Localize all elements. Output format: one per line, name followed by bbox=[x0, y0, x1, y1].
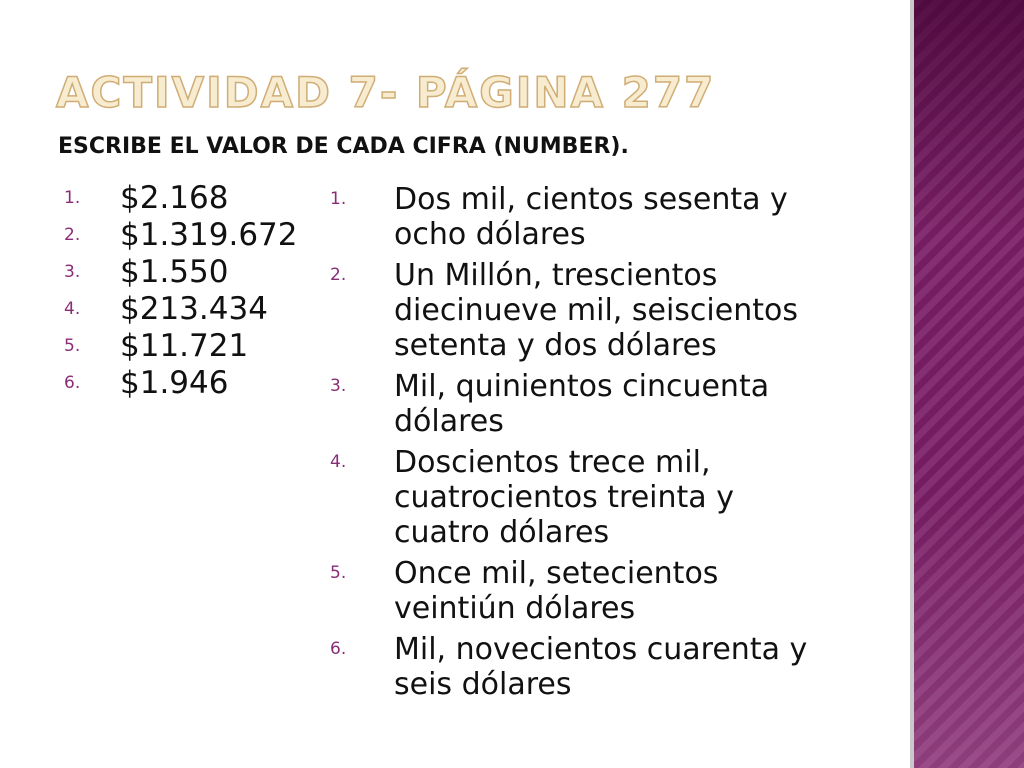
list-marker: 4. bbox=[330, 452, 347, 472]
numbers-list bbox=[64, 180, 298, 402]
list-marker: 4. bbox=[64, 299, 81, 319]
list-marker: 1. bbox=[64, 188, 81, 208]
list-marker: 5. bbox=[64, 336, 81, 356]
list-marker: 2. bbox=[64, 225, 81, 245]
decorative-side-band bbox=[914, 0, 1024, 768]
slide-title: ACTIVIDAD 7- PÁGINA 277 bbox=[56, 68, 716, 117]
words-line: Doscientos trece mil, bbox=[394, 445, 711, 480]
words-line: Un Millón, trescientos bbox=[394, 258, 718, 293]
number-value: $213.434 bbox=[120, 291, 268, 327]
words-list bbox=[330, 182, 890, 708]
side-band-divider bbox=[910, 0, 914, 768]
list-marker: 6. bbox=[330, 639, 347, 659]
words-item bbox=[330, 556, 890, 626]
words-line: veintiún dólares bbox=[394, 591, 636, 626]
number-item bbox=[64, 180, 298, 217]
words-line: Once mil, setecientos bbox=[394, 556, 719, 591]
words-line: cuatrocientos treinta y bbox=[394, 480, 734, 515]
words-line: seis dólares bbox=[394, 667, 572, 702]
words-item bbox=[330, 182, 890, 252]
number-value: $1.550 bbox=[120, 254, 229, 290]
number-value: $1.946 bbox=[120, 365, 229, 401]
number-item bbox=[64, 291, 298, 328]
words-line: setenta y dos dólares bbox=[394, 328, 717, 363]
list-marker: 6. bbox=[64, 373, 81, 393]
words-item bbox=[330, 258, 890, 363]
list-marker: 2. bbox=[330, 265, 347, 285]
words-item bbox=[330, 632, 890, 702]
list-marker: 5. bbox=[330, 563, 347, 583]
words-line: ocho dólares bbox=[394, 217, 586, 252]
words-item bbox=[330, 369, 890, 439]
number-item bbox=[64, 328, 298, 365]
number-value: $2.168 bbox=[120, 180, 229, 216]
number-item bbox=[64, 217, 298, 254]
list-marker: 3. bbox=[330, 376, 347, 396]
number-item bbox=[64, 254, 298, 291]
list-marker: 1. bbox=[330, 189, 347, 209]
number-item bbox=[64, 365, 298, 402]
slide-subtitle: ESCRIBE EL VALOR DE CADA CIFRA (NUMBER). bbox=[58, 134, 629, 159]
number-value: $1.319.672 bbox=[120, 217, 298, 253]
words-line: dólares bbox=[394, 404, 504, 439]
number-value: $11.721 bbox=[120, 328, 249, 364]
words-line: Mil, quinientos cincuenta bbox=[394, 369, 770, 404]
words-line: Dos mil, cientos sesenta y bbox=[394, 182, 788, 217]
list-marker: 3. bbox=[64, 262, 81, 282]
words-item bbox=[330, 445, 890, 550]
words-line: diecinueve mil, seiscientos bbox=[394, 293, 798, 328]
words-line: cuatro dólares bbox=[394, 515, 610, 550]
words-line: Mil, novecientos cuarenta y bbox=[394, 632, 808, 667]
